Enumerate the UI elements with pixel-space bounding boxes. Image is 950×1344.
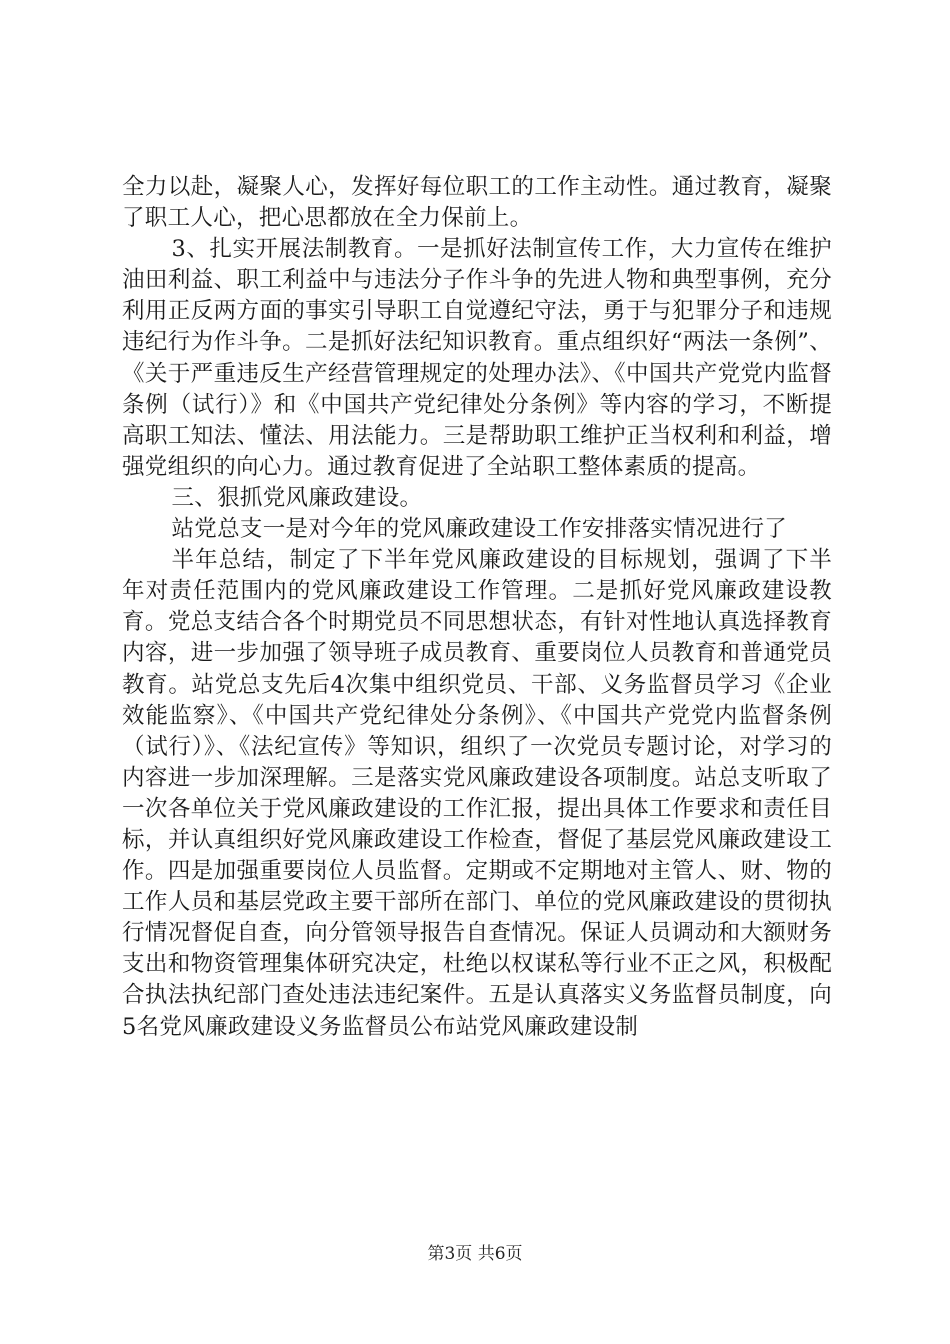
paragraph-party-branch-intro: 站党总支一是对今年的党风廉政建设工作安排落实情况进行了: [171, 516, 788, 543]
section-heading-anti-corruption: 三、狠抓党风廉政建设。: [171, 484, 423, 511]
paragraph-half-year-summary: 半年总结，制定了下半年党风廉政建设的目标规划，强调了下半年对责任范围内的党风廉政建设工作管理。二是抓好党风廉政建设教育。党总支结合各个时期党员不同思想状态，有针对性地认真选择教育内容，进一步加强了领导班子成员教育、重要岗位人员教育和普通党员教育。站党总支先后4次集中组织党员、干部、义务监督员学习《企业效能监察》、《中国共产党纪律处分条例》、《中国共产党党内监督条例（试行）》、《法纪宣传》等知识，组织了一次党员专题讨论，对学习的内容进一步加深理解。三是落实党风廉政建设各项制度。站总支听取了一次各单位关于党风廉政建设的工作汇报，提出具体工作要求和责任目标，并认真组织好党风廉政建设工作检查，督促了基层党风廉政建设工作。四是加强重要岗位人员监督。定期或不定期地对主管人、财、物的工作人员和基层党政主要干部所在部门、单位的党风廉政建设的贯彻执行情况督促自查，向分管领导报告自查情况。保证人员调动和大额财务支出和物资管理集体研究决定，杜绝以权谋私等行业不正之风，积极配合执法执纪部门查处违法违纪案件。五是认真落实义务监督员制度，向5名党风廉政建设义务监督员公布站党风廉政建设制: [122, 547, 832, 1040]
paragraph-continuation: 全力以赴，凝聚人心，发挥好每位职工的工作主动性。通过教育，凝聚了职工人心，把心思都放在全力保前上。: [122, 174, 832, 232]
page-number-footer: 第3页 共6页: [427, 1244, 523, 1264]
document-body: [122, 172, 832, 1043]
paragraph-legal-education: 3、扎实开展法制教育。一是抓好法制宣传工作，大力宣传在维护油田利益、职工利益中与违法分子作斗争的先进人物和典型事例，充分利用正反两方面的事实引导职工自觉遵纪守法，勇于与犯罪分子和违规违纪行为作斗争。二是抓好法纪知识教育。重点组织好“两法一条例”、《关于严重违反生产经营管理规定的处理办法》、《中国共产党党内监督条例（试行）》和《中国共产党纪律处分条例》等内容的学习，不断提高职工知法、懂法、用法能力。三是帮助职工维护正当权利和利益，增强党组织的向心力。通过教育促进了全站职工整体素质的提高。: [122, 236, 832, 480]
